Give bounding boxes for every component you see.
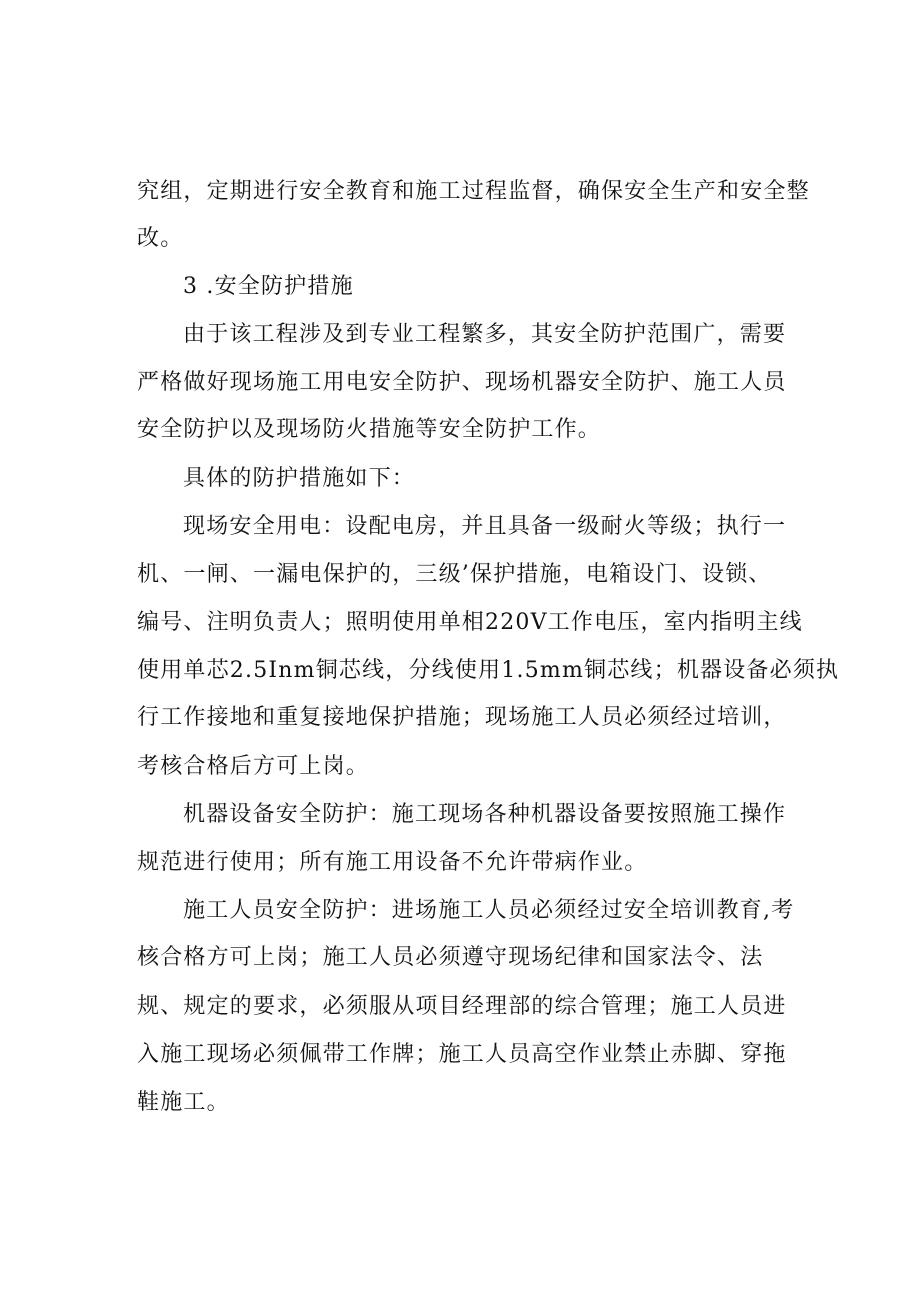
paragraph-line: 使用单芯2.5Inm铜芯线，分线使用1.5mm铜芯线；机器设备必须执	[137, 658, 840, 683]
paragraph-line: 改。	[137, 226, 184, 251]
paragraph-line: 规范进行使用；所有施工用设备不允许带病作业。	[137, 850, 648, 875]
paragraph-line: 由于该工程涉及到专业工程繁多，其安全防护范围广，需要	[183, 322, 787, 347]
paragraph-line: 行工作接地和重复接地保护措施；现场施工人员必须经过培训，	[137, 705, 787, 730]
paragraph-line: 入施工现场必须佩带工作牌；施工人员高空作业禁止赤脚、穿拖	[137, 1042, 787, 1067]
paragraph-line: 机器设备安全防护：施工现场各种机器设备要按照施工操作	[183, 802, 787, 827]
paragraph-line: 究组，定期进行安全教育和施工过程监督，确保安全生产和安全整	[137, 179, 810, 204]
paragraph-line: 具体的防护措施如下：	[183, 466, 416, 491]
paragraph-line: 编号、注明负责人；照明使用单相220V工作电压，室内指明主线	[137, 610, 803, 635]
paragraph-line: 规、规定的要求，必须服从项目经理部的综合管理；施工人员进	[137, 994, 787, 1019]
paragraph-line: 鞋施工。	[137, 1090, 230, 1115]
paragraph-line: 现场安全用电：设配电房，并且具备一级耐火等级；执行一	[183, 514, 787, 539]
paragraph-line: 安全防护以及现场防火措施等安全防护工作。	[137, 417, 602, 442]
paragraph-line: 严格做好现场施工用电安全防护、现场机器安全防护、施工人员	[137, 370, 787, 395]
paragraph-line: 机、一闸、一漏电保护的，三级’保护措施，电箱设门、设锁、	[137, 562, 772, 587]
section-heading: 3 .安全防护措施	[183, 274, 354, 299]
paragraph-line: 施工人员安全防护：进场施工人员必须经过安全培训教育,考	[183, 898, 795, 923]
paragraph-line: 考核合格后方可上岗。	[137, 754, 370, 779]
paragraph-line: 核合格方可上岗；施工人员必须遵守现场纪律和国家法令、法	[137, 945, 764, 970]
